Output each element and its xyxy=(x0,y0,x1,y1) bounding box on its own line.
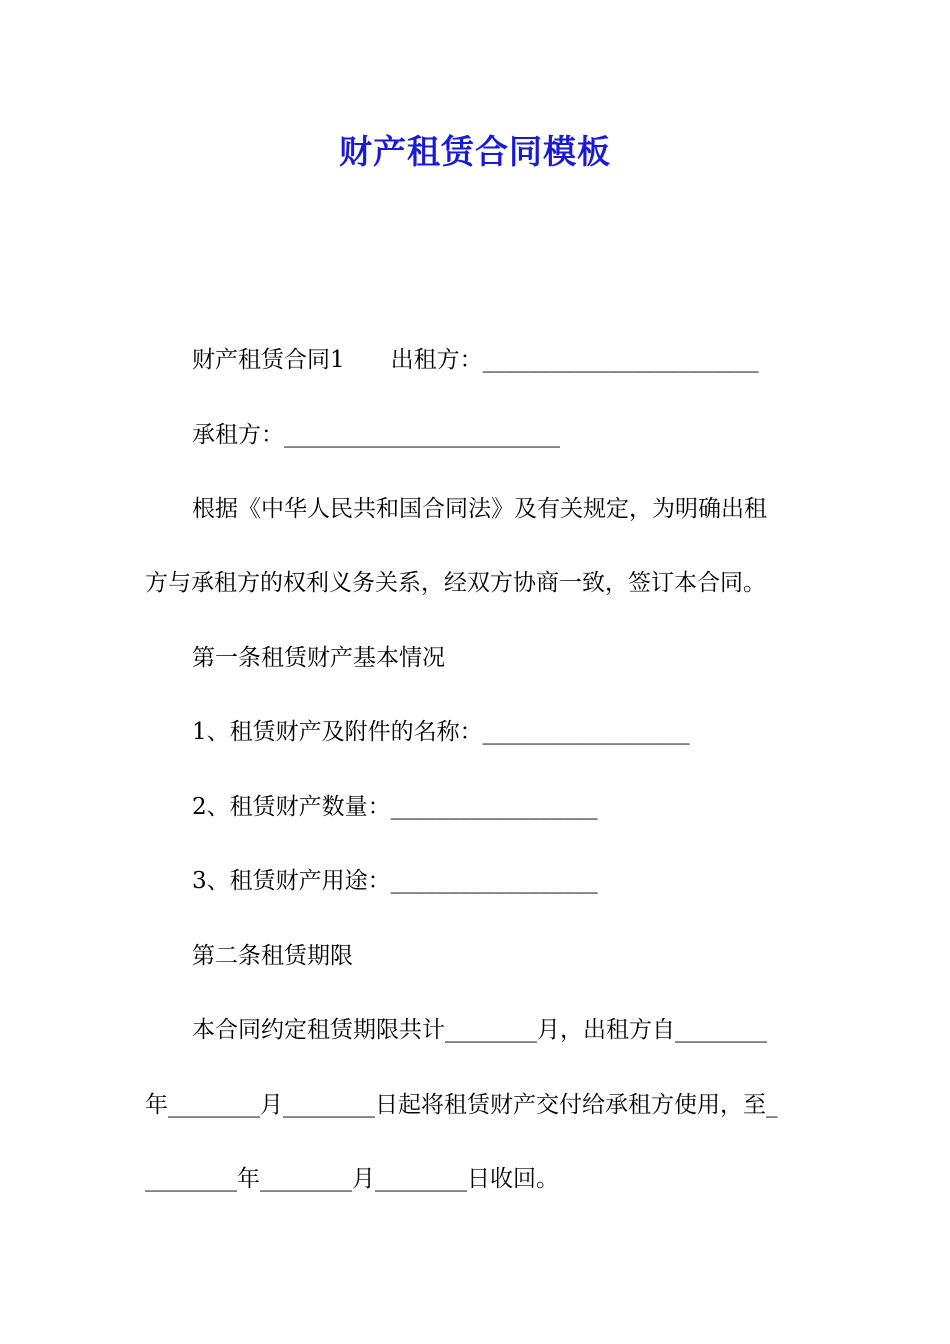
document-title: 财产租赁合同模板 xyxy=(339,132,611,171)
article-2-heading: 第二条租赁期限 xyxy=(192,943,353,969)
article-2-line-3: ________年________月________日收回。 xyxy=(145,1166,559,1192)
preamble-line-1: 根据《中华人民共和国合同法》及有关规定，为明确出租 xyxy=(192,496,767,522)
article-2-line-1: 本合同约定租赁期限共计________月，出租方自________ xyxy=(192,1017,767,1043)
article-1-item-2: 2、租赁财产数量：__________________ xyxy=(192,794,598,820)
lessor-line: 财产租赁合同1 出租方：________________________ xyxy=(192,347,759,373)
preamble-line-2: 方与承租方的权利义务关系，经双方协商一致，签订本合同。 xyxy=(145,570,766,596)
article-1-item-1: 1、租赁财产及附件的名称：__________________ xyxy=(192,719,690,745)
lessee-line: 承租方：________________________ xyxy=(192,422,560,448)
article-1-item-3: 3、租赁财产用途：__________________ xyxy=(192,868,598,894)
article-2-line-2: 年________月________日起将租赁财产交付给承租方使用，至_ xyxy=(145,1092,778,1118)
article-1-heading: 第一条租赁财产基本情况 xyxy=(192,645,445,671)
